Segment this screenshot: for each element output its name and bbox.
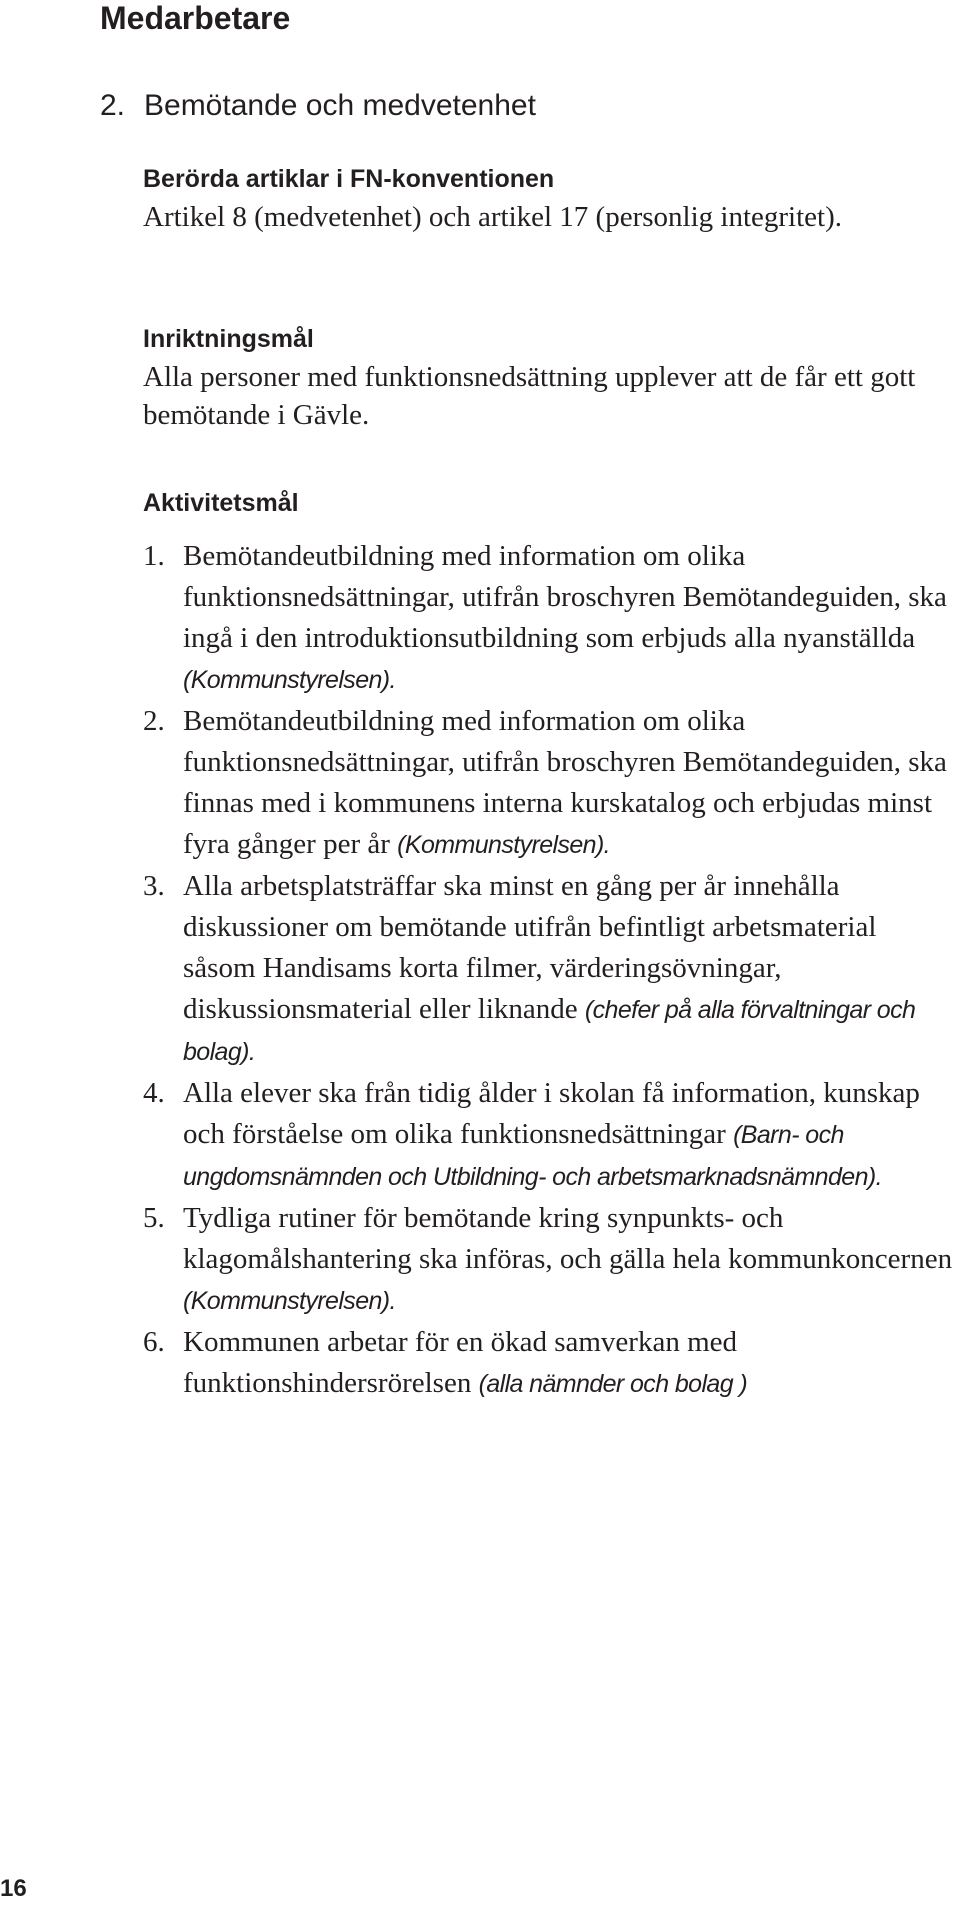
activity-body bbox=[183, 1073, 953, 1198]
activity-item bbox=[143, 536, 953, 701]
goal-text: Alla personer med funktionsnedsättning upplever att de får ett gott bemötande i Gävle. bbox=[143, 361, 916, 431]
activity-text: Tydliga rutiner för bemötande kring synpunkts- och klagomålshantering ska införas, och gälla hela kommunkoncernen bbox=[183, 1202, 953, 1275]
activity-body bbox=[183, 536, 953, 701]
articles-block bbox=[143, 160, 943, 236]
activity-number: 6. bbox=[143, 1326, 165, 1358]
section-title: Medarbetare bbox=[100, 0, 291, 36]
activity-responsible: (Kommunstyrelsen). bbox=[183, 666, 396, 694]
activity-number: 4. bbox=[143, 1077, 165, 1109]
activities-block bbox=[143, 484, 943, 522]
activity-responsible: (Barn- och ungdomsnämnden och Utbildning- och arbetsmarknadsnämnden). bbox=[183, 1121, 882, 1191]
chapter-heading bbox=[100, 88, 536, 124]
activity-text: Alla elever ska från tidig ålder i skolan få information, kunskap och förståelse om olika funktionsnedsättningar bbox=[183, 1077, 920, 1150]
activity-responsible: (alla nämnder och bolag ) bbox=[478, 1370, 748, 1398]
activity-responsible: (Kommunstyrelsen). bbox=[397, 831, 611, 859]
activity-number: 1. bbox=[143, 540, 165, 572]
chapter-number: 2. bbox=[100, 89, 126, 122]
articles-label: Berörda artiklar i FN-konventionen bbox=[143, 165, 555, 193]
activity-text: Bemötandeutbildning med information om olika funktionsnedsättningar, utifrån broschyren Bemötandeguiden, ska ingå i den introduktionsutbildning som erbjuds alla nyanställda bbox=[183, 540, 947, 654]
activity-number: 2. bbox=[143, 705, 165, 737]
activity-responsible: (chefer på alla förvaltningar och bolag). bbox=[183, 996, 916, 1066]
activity-responsible: (Kommunstyrelsen). bbox=[183, 1287, 396, 1315]
activity-list bbox=[143, 536, 953, 1405]
activity-item bbox=[143, 866, 953, 1073]
activity-body bbox=[183, 1198, 953, 1322]
goal-label: Inriktningsmål bbox=[143, 325, 314, 353]
activity-number: 3. bbox=[143, 870, 165, 902]
activity-number: 5. bbox=[143, 1202, 165, 1234]
articles-text: Artikel 8 (medvetenhet) och artikel 17 (personlig integritet). bbox=[143, 201, 842, 233]
page-number: 16 bbox=[0, 1875, 27, 1902]
activity-text: Bemötandeutbildning med information om olika funktionsnedsättningar, utifrån broschyren Bemötandeguiden, ska finnas med i kommunens interna kurskatalog och erbjudas minst fyra gånger per år bbox=[183, 705, 947, 860]
goal-block bbox=[143, 320, 943, 434]
chapter-title: Bemötande och medvetenhet bbox=[144, 89, 536, 122]
activity-body bbox=[183, 866, 953, 1073]
activity-item bbox=[143, 1073, 953, 1198]
activity-text: Alla arbetsplatsträffar ska minst en gång per år innehålla diskussioner om bemötande utifrån befintligt arbetsmaterial såsom Handisams korta filmer, värderingsövningar, diskussionsmaterial eller liknande bbox=[183, 870, 877, 1025]
activity-item bbox=[143, 1322, 953, 1405]
activity-item bbox=[143, 701, 953, 866]
activity-item bbox=[143, 1198, 953, 1322]
activities-label: Aktivitetsmål bbox=[143, 489, 299, 517]
activity-text: Kommunen arbetar för en ökad samverkan med funktionshindersrörelsen bbox=[183, 1326, 738, 1399]
activity-body bbox=[183, 701, 953, 866]
activity-body bbox=[183, 1322, 953, 1405]
